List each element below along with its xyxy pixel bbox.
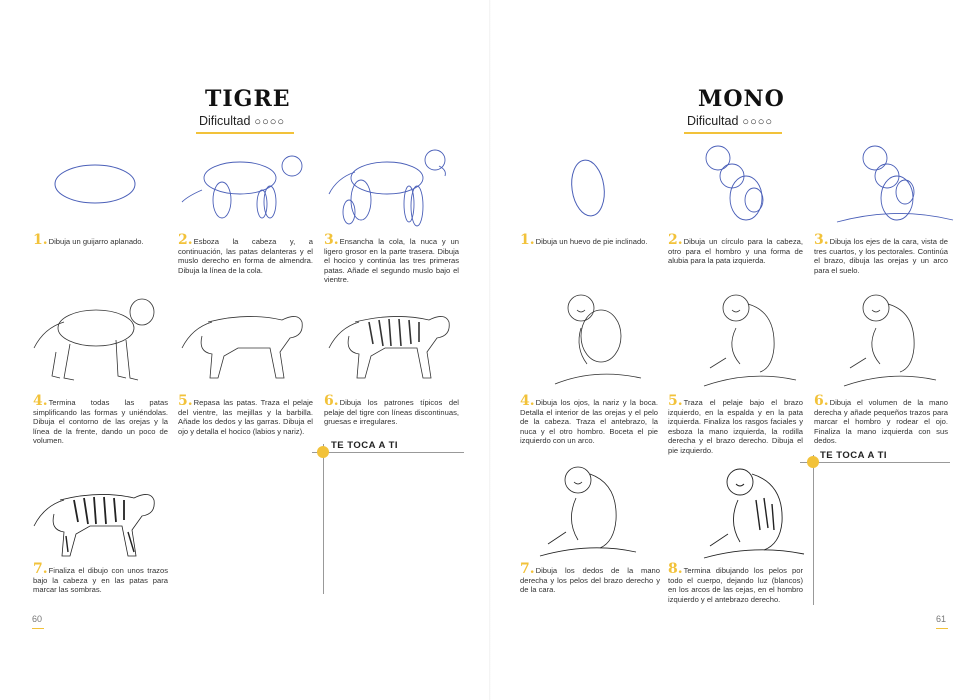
step-number: 1. xyxy=(520,232,535,248)
your-turn-hline xyxy=(312,452,464,453)
tiger-step-1 xyxy=(33,232,168,248)
step-number: 4. xyxy=(520,393,535,409)
monkey-step-7 xyxy=(520,561,660,595)
your-turn-vline xyxy=(813,455,814,605)
step-text: Dibuja los dedos de la mano derecha y los pelos del brazo derecho y de la cara. xyxy=(520,566,660,595)
step-text: Termina dibujando los pelos por todo el cuerpo, dejando luz (blancos) en los arcos de las cejas, en el hombro izquierdo y el antebrazo derecho. xyxy=(668,566,803,604)
step-number: 1. xyxy=(33,232,48,248)
monkey-title: MONO xyxy=(698,86,785,112)
page-number-underline xyxy=(32,628,44,629)
step-text: Finaliza el dibujo con unos trazos bajo la cabeza y en las patas para marcar las sombras. xyxy=(33,566,168,595)
monkey-step-8 xyxy=(668,561,803,604)
step-text: Repasa las patas. Traza el pelaje del vientre, las mejillas y la barbilla. Añade los dedos y las garras. Dibuja el ojo y detalla el hocico (labios y nariz). xyxy=(178,398,313,436)
your-turn-vline xyxy=(323,444,324,594)
difficulty-label: Dificultad xyxy=(687,114,739,128)
monkey-step-8-sketch xyxy=(700,460,810,560)
monkey-step-3 xyxy=(814,232,948,275)
tiger-step-3 xyxy=(324,232,459,285)
monkey-step-3-sketch xyxy=(835,140,955,230)
page-number-left: 60 xyxy=(32,614,43,624)
monkey-step-1 xyxy=(520,232,660,248)
monkey-step-5-sketch xyxy=(700,288,800,388)
step-text: Ensancha la cola, la nuca y un ligero grosor en la parte trasera. Dibuja el hocico y continúa las tres primeras patas. Añade el segundo muslo bajo el vientre. xyxy=(324,237,459,285)
step-number: 3. xyxy=(324,232,339,248)
tiger-step-5-sketch xyxy=(178,292,308,387)
step-number: 6. xyxy=(324,393,339,409)
tiger-step-5 xyxy=(178,393,313,436)
difficulty-label: Dificultad xyxy=(199,114,251,128)
step-number: 4. xyxy=(33,393,48,409)
step-text: Dibuja los ejes de la cara, vista de tres cuartos, y los pectorales. Continúa el brazo, dibuja las orejas y un arco para el suelo. xyxy=(814,237,948,275)
step-number: 5. xyxy=(178,393,193,409)
monkey-step-2-sketch xyxy=(700,140,780,225)
step-number: 7. xyxy=(520,561,535,577)
step-number: 3. xyxy=(814,232,829,248)
tiger-step-4-sketch xyxy=(30,292,160,387)
tiger-step-6-sketch xyxy=(325,292,455,387)
your-turn-dot xyxy=(317,446,329,458)
step-text: Traza el pelaje bajo el brazo izquierdo, en la espalda y en la pata izquierda. Finaliza los rasgos faciales y esboza la mano izquierda, la rodilla derecha y el brazo derecho. Dibuja el pie izquierdo. xyxy=(668,398,803,455)
monkey-step-6 xyxy=(814,393,948,446)
monkey-step-2 xyxy=(668,232,803,266)
difficulty-underline xyxy=(196,132,294,134)
tiger-step-7-sketch xyxy=(30,470,165,565)
monkey-step-4 xyxy=(520,393,658,446)
step-number: 7. xyxy=(33,561,48,577)
tiger-title: TIGRE xyxy=(205,86,291,112)
page-number-underline xyxy=(936,628,948,629)
step-number: 6. xyxy=(814,393,829,409)
monkey-step-5 xyxy=(668,393,803,456)
difficulty-rating-icon: ○○○○ xyxy=(742,116,773,128)
tiger-difficulty xyxy=(199,114,285,128)
tiger-step-2 xyxy=(178,232,313,275)
step-text: Dibuja un guijarro aplanado. xyxy=(48,237,144,246)
page-gutter xyxy=(489,0,491,700)
step-number: 8. xyxy=(668,561,683,577)
monkey-difficulty xyxy=(687,114,773,128)
your-turn-label: TE TOCA A TI xyxy=(331,440,399,451)
step-text: Esboza la cabeza y, a continuación, las patas delanteras y el muslo derecho en forma de almendra. Dibuja la línea de la cola. xyxy=(178,237,313,275)
difficulty-underline xyxy=(684,132,782,134)
step-text: Dibuja los ojos, la nariz y la boca. Detalla el interior de las orejas y el pelo de la cabeza. Traza el antebrazo, la nuca y el otro hombro. Boceta el pie izquierdo con un arco. xyxy=(520,398,658,446)
tiger-step-4 xyxy=(33,393,168,446)
monkey-step-4-sketch xyxy=(545,288,645,388)
difficulty-rating-icon: ○○○○ xyxy=(254,116,285,128)
page-number-right: 61 xyxy=(936,614,947,624)
your-turn-label: TE TOCA A TI xyxy=(820,450,888,461)
step-number: 2. xyxy=(668,232,683,248)
step-text: Termina todas las patas simplificando las formas y uniéndolas. Dibuja el contorno de las orejas y la línea de la frente, dando un poco de volumen. xyxy=(33,398,168,446)
tiger-step-7 xyxy=(33,561,168,595)
step-text: Dibuja el volumen de la mano derecha y añade pequeños trazos para marcar el hombro y rodear el ojo. Finaliza la mano izquierda con sus dedos. xyxy=(814,398,948,446)
step-text: Dibuja un huevo de pie inclinado. xyxy=(535,237,648,246)
step-text: Dibuja un círculo para la cabeza, otro para el hombro y una forma de alubia para la pata izquierda. xyxy=(668,237,803,266)
step-number: 5. xyxy=(668,393,683,409)
tiger-step-6 xyxy=(324,393,459,427)
monkey-step-1-sketch xyxy=(560,152,620,222)
your-turn-dot xyxy=(807,456,819,468)
your-turn-hline xyxy=(800,462,950,463)
monkey-step-6-sketch xyxy=(840,288,940,388)
monkey-step-7-sketch xyxy=(530,460,640,560)
tiger-step-1-sketch xyxy=(40,160,150,210)
tiger-step-3-sketch xyxy=(325,148,455,233)
step-text: Dibuja los patrones típicos del pelaje del tigre con líneas discontinuas, gruesas e irregulares. xyxy=(324,398,459,427)
tiger-step-2-sketch xyxy=(178,150,308,230)
step-number: 2. xyxy=(178,232,193,248)
